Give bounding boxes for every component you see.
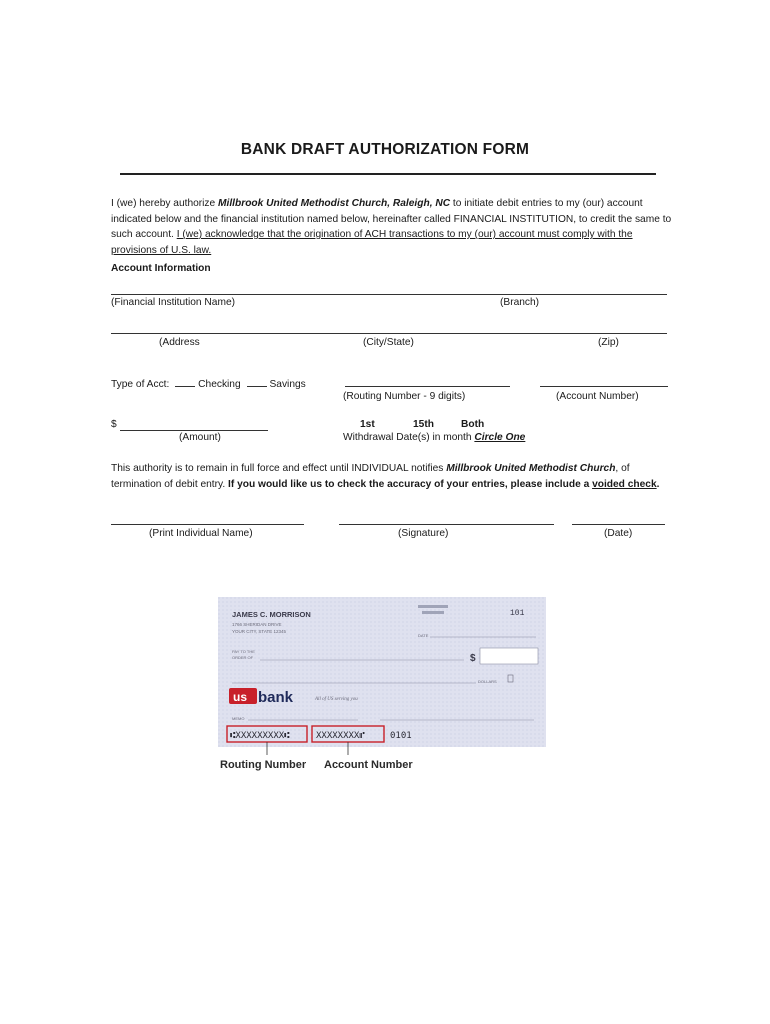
intro-text-2: to initiate debit entries to my (our) account indicated below and the financial institution named below, hereinafter called FINANCIAL INSTITUTION, to credit the same to such account. (111, 198, 672, 240)
savings-blank[interactable] (247, 377, 267, 387)
routing-number-caption: Routing Number (220, 759, 307, 771)
title-rule (120, 173, 656, 175)
print-name-label: (Print Individual Name) (149, 528, 253, 539)
signature-label: (Signature) (398, 528, 449, 539)
authority-voided-note: If you would like us to check the accuracy of your entries, please include a (228, 478, 593, 490)
print-name-line[interactable] (111, 524, 304, 525)
address-label: (Address (159, 337, 200, 348)
check-fraction-code (418, 605, 448, 608)
option-1st[interactable]: 1st (360, 419, 375, 430)
check-amount-box (480, 648, 538, 664)
intro-church-name: Millbrook United Methodist Church, Raleigh, NC (218, 198, 451, 209)
date-line[interactable] (572, 524, 665, 525)
voided-check-text: voided check (592, 478, 657, 490)
authority-text-1: This authority is to remain in full force and effect until INDIVIDUAL notifies (111, 463, 447, 474)
routing-line[interactable] (345, 386, 510, 387)
city-state-label: (City/State) (363, 337, 414, 348)
amount-line[interactable] (120, 430, 268, 431)
intro-text-1: I (we) hereby authorize (111, 198, 219, 209)
date-label: (Date) (604, 528, 633, 539)
institution-line[interactable] (111, 294, 667, 295)
account-type-row (111, 377, 306, 390)
check-pay-to: PAY TO THE (232, 649, 255, 654)
account-number-label: (Account Number) (556, 391, 639, 402)
routing-label: (Routing Number - 9 digits) (343, 391, 466, 402)
check-address-1: 1766 SHERIDAN DRIVE (232, 622, 282, 627)
dollar-sign: $ (111, 419, 117, 430)
address-line[interactable] (111, 333, 667, 334)
check-order-of: ORDER OF (232, 655, 254, 660)
check-address-2: YOUR CITY, STATE 12345 (232, 629, 287, 634)
authority-church-name: Millbrook United Methodist Church (446, 463, 616, 474)
sample-check-image (218, 597, 546, 777)
option-15th[interactable]: 15th (413, 419, 434, 430)
authority-end: . (656, 478, 660, 490)
check-body (218, 597, 546, 747)
section-heading-account: Account Information (111, 263, 211, 274)
check-dollars-label: DOLLARS (478, 679, 497, 684)
account-type-label: Type of Acct: (111, 379, 170, 390)
option-both[interactable]: Both (461, 419, 485, 430)
usbank-tagline: All of US serving you (315, 697, 358, 702)
intro-paragraph (111, 196, 681, 258)
withdrawal-label: Withdrawal Date(s) in month (343, 432, 472, 443)
intro-acknowledge: I (we) acknowledge that the origination of ACH transactions to my (our) account must comply with the provisions of U.S. law. (111, 229, 633, 256)
check-micr-routing: ⑆XXXXXXXXX⑆ (230, 731, 290, 741)
authority-text-2: , of termination of debit entry. (111, 463, 630, 490)
check-dollar-sign: $ (470, 653, 476, 664)
form-title: BANK DRAFT AUTHORIZATION FORM (240, 141, 530, 158)
check-fraction-code-2 (422, 611, 444, 614)
zip-label: (Zip) (598, 337, 619, 348)
check-memo-label: MEMO (232, 716, 245, 721)
authority-paragraph (111, 461, 671, 492)
circle-one-label: Circle One (474, 432, 526, 443)
signature-line[interactable] (339, 524, 554, 525)
institution-label: (Financial Institution Name) (111, 297, 235, 308)
usbank-logo-us: us (233, 690, 248, 704)
check-number: 101 (510, 609, 525, 618)
withdrawal-row (343, 432, 525, 443)
check-micr-number: 0101 (390, 731, 412, 741)
check-micr-account: XXXXXXXX⑈ (316, 731, 365, 741)
branch-label: (Branch) (500, 297, 540, 308)
amount-label: (Amount) (179, 432, 221, 443)
account-number-line[interactable] (540, 386, 668, 387)
usbank-logo-bank: bank (258, 689, 294, 706)
checking-label: Checking (198, 379, 241, 390)
checking-blank[interactable] (175, 377, 195, 387)
account-number-caption: Account Number (324, 759, 413, 771)
check-date-label: DATE (418, 633, 429, 638)
sample-check-svg (218, 597, 546, 777)
check-holder-name: JAMES C. MORRISON (232, 610, 311, 619)
savings-label: Savings (269, 379, 306, 390)
